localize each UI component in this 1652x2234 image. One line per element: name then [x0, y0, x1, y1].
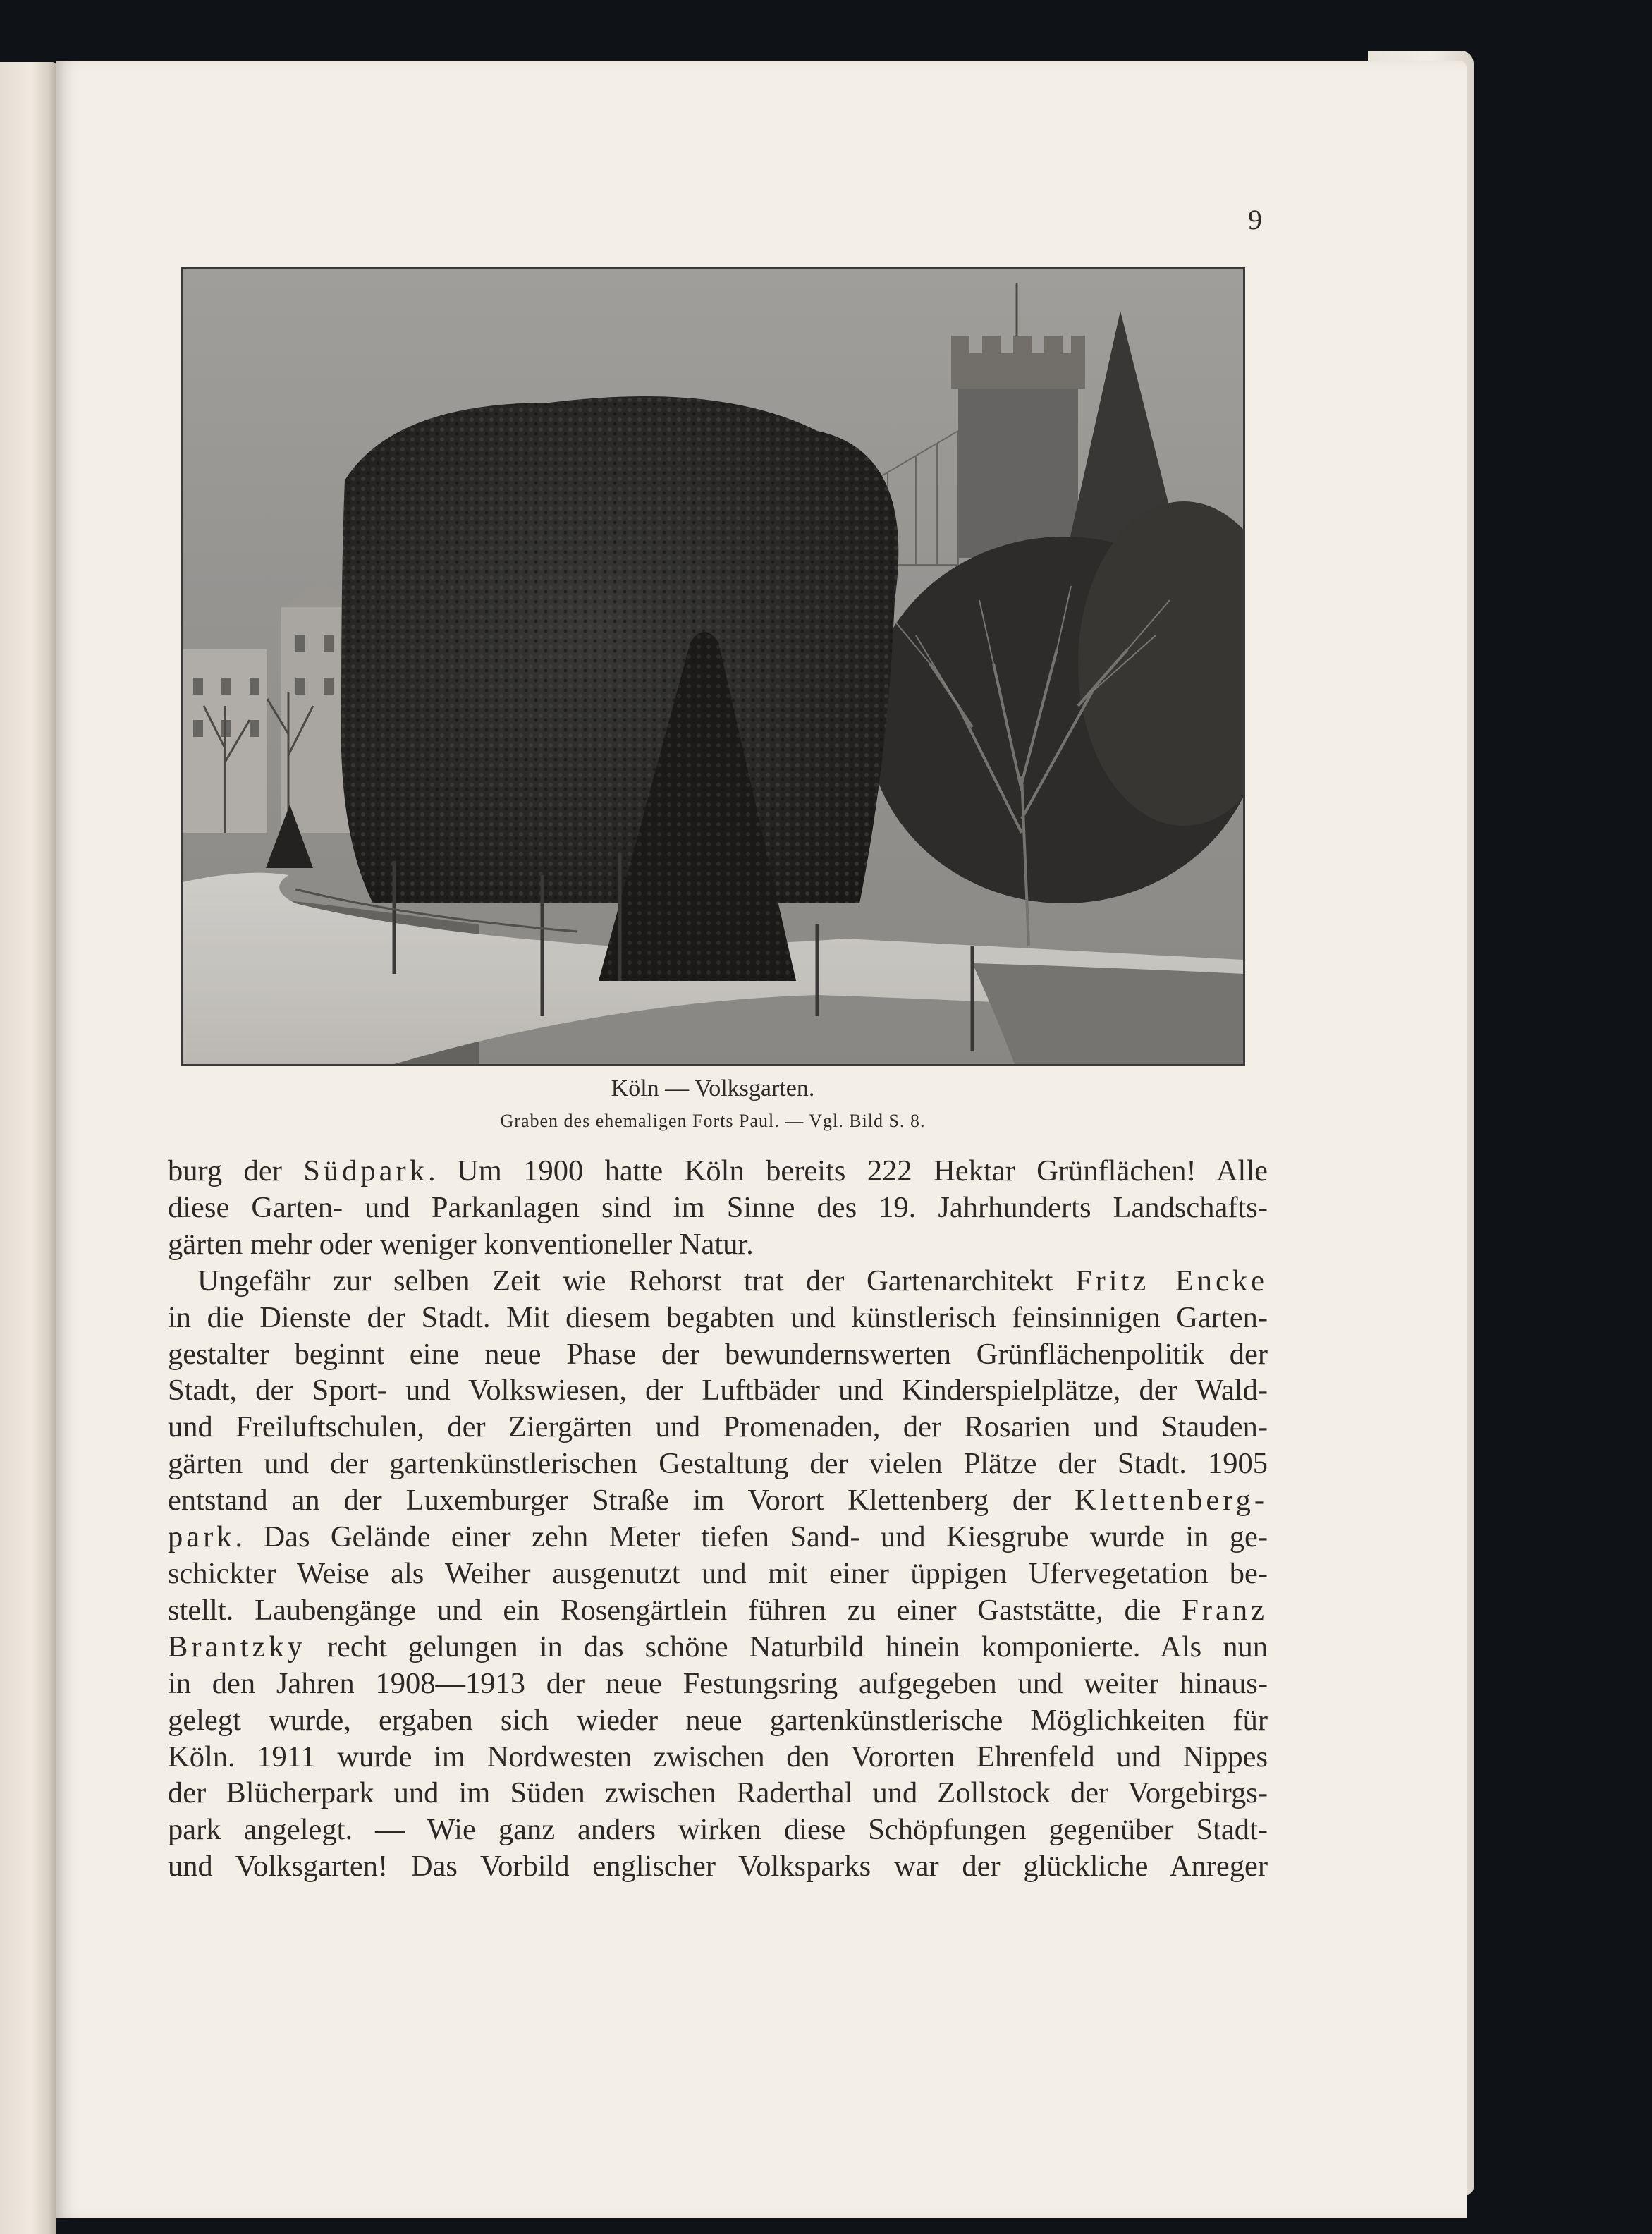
text-line: [168, 1263, 1268, 1300]
spaced-name: Franz: [1182, 1593, 1268, 1627]
spaced-name: Brantzky: [168, 1630, 306, 1664]
page-number: 9: [1248, 204, 1262, 236]
spaced-name: park: [168, 1520, 235, 1554]
text-segment: gärten und der gartenkünstlerischen Gestaltung der vielen Plätze der Stadt. 1905: [168, 1447, 1268, 1481]
text-segment: recht gelungen in das schöne Naturbild hinein komponierte. Als nun: [305, 1630, 1268, 1664]
text-line: [168, 1190, 1268, 1226]
text-line: [168, 1556, 1268, 1592]
text-segment: in die Dienste der Stadt. Mit diesem begabten und künstlerisch feinsinnigen Garten-: [168, 1300, 1268, 1334]
text-line: [168, 1775, 1268, 1812]
text-segment: . Das Gelände einer zehn Meter tiefen Sand- und Kiesgrube wurde in ge-: [235, 1520, 1268, 1554]
text-line: [168, 1592, 1268, 1629]
spaced-name: Fritz Encke: [1075, 1264, 1268, 1298]
text-line: [168, 1446, 1268, 1482]
text-segment: diese Garten- und Parkanlagen sind im Sinne des 19. Jahrhunderts Landschafts-: [168, 1190, 1268, 1224]
text-line: [168, 1300, 1268, 1336]
spaced-name: Klettenberg-: [1075, 1484, 1268, 1518]
previous-page-edge: [0, 62, 56, 2234]
text-line: [168, 1409, 1268, 1446]
text-segment: entstand an der Luxemburger Straße im Vorort Klettenberg der: [168, 1484, 1075, 1518]
text-segment: gelegt wurde, ergaben sich wieder neue gartenkünstlerische Möglichkeiten für: [168, 1703, 1268, 1737]
text-line: [168, 1848, 1268, 1885]
text-segment: und Freiluftschulen, der Ziergärten und Promenaden, der Rosarien und Stauden-: [168, 1410, 1268, 1444]
text-line: [168, 1519, 1268, 1556]
volksgarten-photo: [183, 269, 1243, 1064]
text-line: [168, 1702, 1268, 1739]
text-segment: und Volksgarten! Das Vorbild englischer Volksparks war der glückliche Anreger: [168, 1850, 1268, 1884]
text-segment: stellt. Laubengänge und ein Rosengärtlein führen zu einer Gaststätte, die: [168, 1593, 1182, 1627]
body-paragraphs: [168, 1153, 1268, 1885]
text-segment: gestalter beginnt eine neue Phase der bewundernswerten Grünflächenpolitik der: [168, 1337, 1268, 1371]
text-segment: burg der: [168, 1154, 304, 1188]
text-line: [168, 1336, 1268, 1373]
text-segment: Ungefähr zur selben Zeit wie Rehorst trat der Gartenarchitekt: [197, 1264, 1075, 1298]
text-segment: in den Jahren 1908—1913 der neue Festungsring aufgegeben und weiter hinaus-: [168, 1666, 1268, 1700]
text-segment: gärten mehr oder weniger konventioneller Natur.: [168, 1227, 754, 1261]
text-line: [168, 1372, 1268, 1409]
text-segment: . Um 1900 hatte Köln bereits 222 Hektar Grünflächen! Alle: [427, 1154, 1268, 1188]
figure-photo: [181, 267, 1245, 1066]
text-line: [168, 1629, 1268, 1666]
text-segment: der Blücherpark und im Süden zwischen Raderthal und Zollstock der Vorgebirgs-: [168, 1776, 1268, 1810]
figure-caption-title: Köln — Volksgarten.: [611, 1075, 815, 1101]
text-line: [168, 1153, 1268, 1190]
text-segment: Köln. 1911 wurde im Nordwesten zwischen den Vororten Ehrenfeld und Nippes: [168, 1740, 1268, 1774]
text-segment: Stadt, der Sport- und Volkswiesen, der Luftbäder und Kinderspielplätze, der Wald-: [168, 1374, 1268, 1408]
text-line: [168, 1739, 1268, 1776]
text-line: [168, 1666, 1268, 1702]
figure-caption-subtitle: Graben des ehemaligen Forts Paul. — Vgl. Bild S. 8.: [500, 1111, 926, 1131]
text-line: [168, 1226, 1268, 1263]
text-segment: park angelegt. — Wie ganz anders wirken diese Schöpfungen gegenüber Stadt-: [168, 1813, 1268, 1847]
spaced-name: Südpark: [303, 1154, 428, 1188]
text-segment: schickter Weise als Weiher ausgenutzt und mit einer üppigen Ufervegetation be-: [168, 1556, 1268, 1590]
text-line: [168, 1812, 1268, 1848]
text-line: [168, 1482, 1268, 1519]
